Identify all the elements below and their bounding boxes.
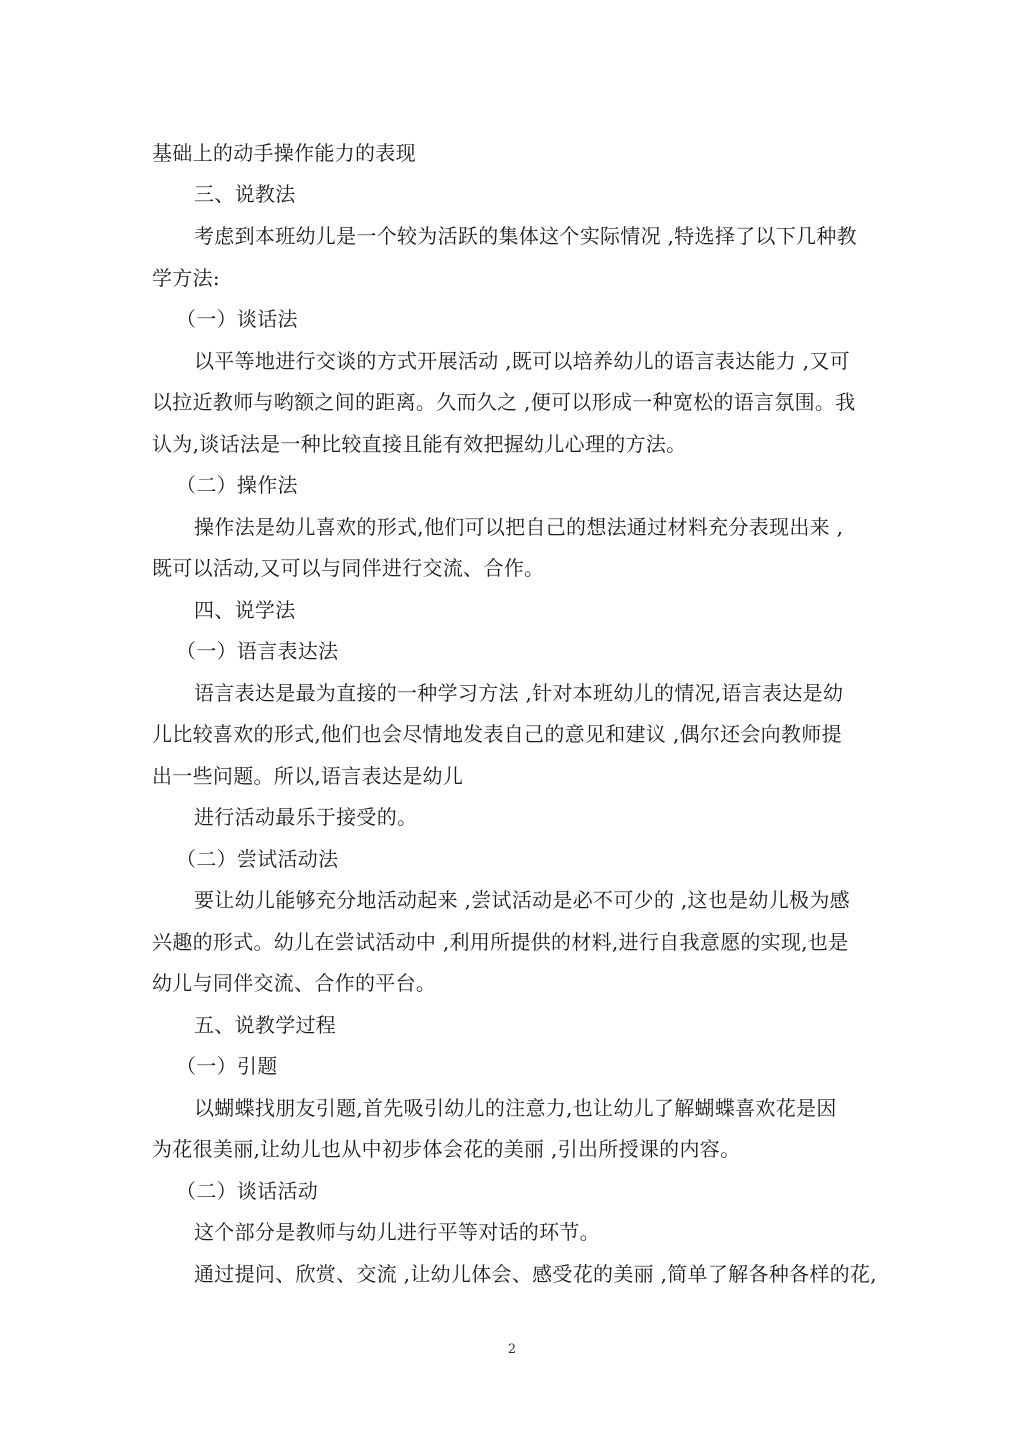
text-line: 幼儿与同伴交流、合作的平台。	[152, 971, 437, 995]
text-line: 这个部分是教师与幼儿进行平等对话的环节。	[194, 1220, 600, 1244]
text-line: 进行活动最乐于接受的。	[194, 805, 418, 829]
text-line: 以蝴蝶找朋友引题,首先吸引幼儿的注意力,也让幼儿了解蝴蝶喜欢花是因	[194, 1096, 837, 1120]
subsection-heading: （一）谈话法	[176, 307, 298, 331]
subsection-heading: （二）操作法	[176, 473, 298, 497]
text-line: 以平等地进行交谈的方式开展活动 ,既可以培养幼儿的语言表达能力 ,又可	[194, 349, 850, 373]
text-line: 出一些问题。所以,语言表达是幼儿	[152, 764, 464, 788]
section-heading: 四、说学法	[194, 598, 296, 622]
subsection-heading: （二）尝试活动法	[176, 847, 339, 871]
section-heading: 五、说教学过程	[194, 1013, 337, 1037]
text-line: 考虑到本班幼儿是一个较为活跃的集体这个实际情况 ,特选择了以下几种教	[194, 224, 857, 248]
text-line: 基础上的动手操作能力的表现	[152, 141, 416, 165]
subsection-heading: （一）引题	[176, 1054, 278, 1078]
text-line: 以拉近教师与哟额之间的距离。久而久之 ,便可以形成一种宽松的语言氛围。我	[152, 390, 856, 414]
text-line: 兴趣的形式。幼儿在尝试活动中 ,利用所提供的材料,进行自我意愿的实现,也是	[152, 930, 849, 954]
section-heading: 三、说教法	[194, 182, 296, 206]
subsection-heading: （一）语言表达法	[176, 639, 339, 663]
text-line: 既可以活动,又可以与同伴进行交流、合作。	[152, 556, 545, 580]
text-line: 要让幼儿能够充分地活动起来 ,尝试活动是必不可少的 ,这也是幼儿极为感	[194, 888, 850, 912]
text-line: 通过提问、欣赏、交流 ,让幼儿体会、感受花的美丽 ,简单了解各种各样的花,	[194, 1262, 877, 1286]
text-line: 语言表达是最为直接的一种学习方法 ,针对本班幼儿的情况,语言表达是幼	[194, 681, 844, 705]
page-number: 2	[507, 1342, 517, 1357]
text-line: 学方法:	[152, 266, 220, 290]
text-line: 认为,谈话法是一种比较直接且能有效把握幼儿心理的方法。	[152, 432, 687, 456]
text-line: 操作法是幼儿喜欢的形式,他们可以把自己的想法通过材料充分表现出来 ,	[194, 515, 844, 539]
text-line: 儿比较喜欢的形式,他们也会尽情地发表自己的意见和建议 ,偶尔还会向教师提	[152, 722, 842, 746]
subsection-heading: （二）谈话活动	[176, 1179, 319, 1203]
text-line: 为花很美丽,让幼儿也从中初步体会花的美丽 ,引出所授课的内容。	[152, 1137, 741, 1161]
